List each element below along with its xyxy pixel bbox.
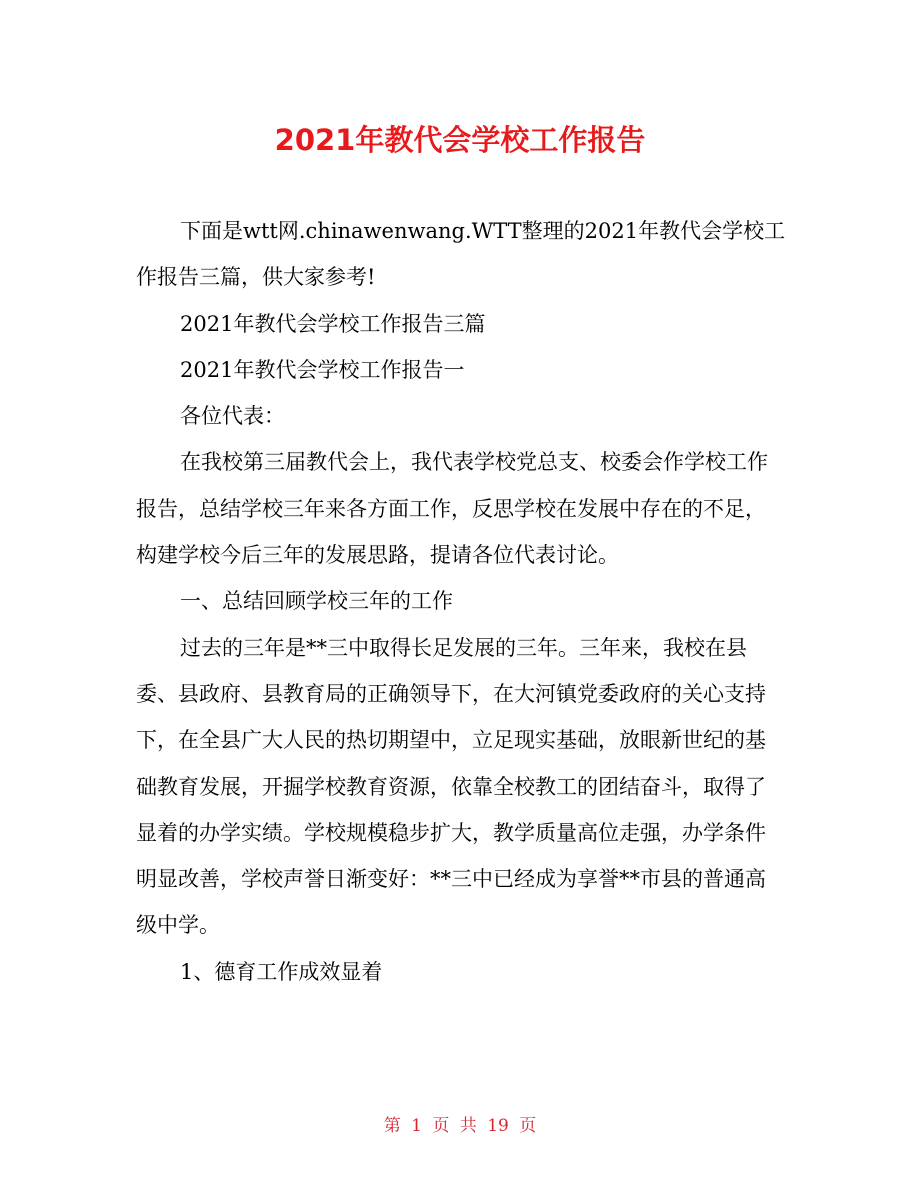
paragraph-subsection-heading: 1、德育工作成效显着: [180, 959, 383, 984]
paragraph-subtitle: 2021年教代会学校工作报告三篇: [180, 311, 486, 336]
paragraph-intro: 下面是wtt网.chinawenwang.WTT整理的2021年教代会学校工作报告三篇，供大家参考!: [136, 219, 786, 290]
paragraph-section-heading: 一、总结回顾学校三年的工作: [180, 589, 453, 614]
paragraph-salutation: 各位代表：: [180, 404, 285, 429]
document-title: 2021年教代会学校工作报告: [274, 123, 646, 157]
paragraph-opening: 在我校第三届教代会上，我代表学校党总支、校委会作学校工作报告，总结学校三年来各方面工作，反思学校在发展中存在的不足，构建学校今后三年的发展思路，提请各位代表讨论。: [136, 450, 768, 568]
page-footer: 第 1 页 共 19 页: [383, 1116, 537, 1136]
paragraph-report-heading: 2021年教代会学校工作报告一: [180, 357, 465, 382]
document-body: [136, 208, 786, 995]
paragraph-review: 过去的三年是**三中取得长足发展的三年。三年来，我校在县委、县政府、县教育局的正确领导下，在大河镇党委政府的关心支持下，在全县广大人民的热切期望中，立足现实基础，放眼新世纪的基础教育发展，开掘学校教育资源，依靠全校教工的团结奋斗，取得了显着的办学实绩。学校规模稳步扩大，教学质量高位走强，办学条件明显改善，学校声誉日渐变好：**三中已经成为享誉**市县的普通高级中学。: [136, 635, 766, 938]
